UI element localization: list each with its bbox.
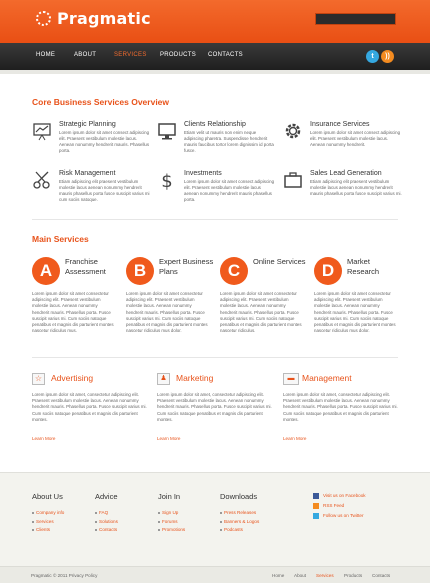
feature-text: Lorem ipsum dolor sit amet, consectetur adipiscing elit. Praesent vestibulum molestie lacus. Aenean nonummy hendrerit mauris. Phasellus porta. Fusce suscipit varius mi. Cum sociis natoque penatibus et magnis dis parturient montes. bbox=[32, 392, 147, 422]
scissors-icon bbox=[32, 170, 52, 190]
main-service-title[interactable]: Market Research bbox=[347, 257, 380, 276]
service-text: Etiam adipiscing elit praesent vestibulum molestie lacus aenean nonummy hendrerit mauris phasellus porta fusce suscipit varius mi. bbox=[310, 179, 402, 196]
letter-badge: A bbox=[32, 257, 60, 285]
footer-link[interactable]: Forums bbox=[158, 518, 185, 527]
learn-more-link[interactable]: Learn More bbox=[32, 436, 56, 441]
nav-about[interactable]: ABOUT bbox=[74, 52, 97, 58]
rss-icon[interactable]: )) bbox=[381, 50, 394, 63]
main-service-title[interactable]: Online Services bbox=[253, 257, 306, 266]
dollar-icon bbox=[157, 170, 177, 190]
footer-link[interactable]: Press Releases bbox=[220, 509, 259, 518]
footer-link[interactable]: Sign Up bbox=[158, 509, 185, 518]
footer-link[interactable]: Promotions bbox=[158, 526, 185, 535]
monitor-icon bbox=[157, 121, 177, 141]
feature-title[interactable]: Marketing bbox=[176, 373, 214, 383]
service-text: Lorem ipsum dolor sit amet consect adipiscing elit. Praesent vestibulum molestie lacus. Aenean nonummy hendrerit mauris. Phasellus porta. bbox=[59, 130, 150, 153]
divider bbox=[32, 357, 398, 358]
nav-contacts[interactable]: CONTACTS bbox=[208, 52, 243, 58]
footer-twitter-link[interactable] bbox=[313, 513, 364, 519]
presentation-icon bbox=[32, 121, 52, 141]
footer-link[interactable]: Solutions bbox=[95, 518, 118, 527]
facebook-icon bbox=[313, 493, 319, 499]
nav-home[interactable]: HOME bbox=[36, 52, 56, 58]
feature-text: Lorem ipsum dolor sit amet, consectetur adipiscing elit. Praesent vestibulum molestie lacus. Aenean nonummy hendrerit mauris. Phasellus porta. Fusce suscipit varius mi. Cum sociis natoque penatibus et magnis dis parturient montes. bbox=[157, 392, 272, 422]
truck-icon: ▬ bbox=[283, 373, 299, 385]
bottom-bar bbox=[0, 566, 430, 583]
main-service-title[interactable]: Franchise Assessment bbox=[65, 257, 106, 276]
footer-link[interactable]: Clients bbox=[32, 526, 64, 535]
main-service-text: Lorem ipsum dolor sit amet consectetur adipiscing elit. Praesent vestibulum molestie lacus. Aenean nonummy hendrerit mauris. Phasellus porta. Fusce suscipit varius mi. Cum sociis natoque penatibus et magnis dis parturient montes nascetur ridiculus mus dolor. bbox=[126, 291, 208, 334]
letter-badge: C bbox=[220, 257, 248, 285]
footer-heading: About Us bbox=[32, 492, 63, 501]
footer-link[interactable]: Banners & Logos bbox=[220, 518, 259, 527]
service-text: Etiam adipiscing elit praesent vestibulum molestie lacus aenean nonummy hendrerit mauris phasellus porta fusce suscipit varius mi cum sociis natoque. bbox=[59, 179, 150, 202]
footer-link[interactable]: Podcasts bbox=[220, 526, 259, 535]
logo[interactable] bbox=[36, 8, 151, 28]
main-service-text: Lorem ipsum dolor sit amet consectetur adipiscing elit. Praesent vestibulum molestie lacus. Aenean nonummy hendrerit mauris. Phasellus porta. Fusce suscipit varius mi. Cum sociis natoque penatibus et magnis dis parturient montes nascetur ridiculus mus. bbox=[32, 291, 114, 334]
svg-text:$: $ bbox=[161, 171, 173, 190]
overview-title: Core Business Services Overview bbox=[32, 97, 170, 107]
footer-heading: Advice bbox=[95, 492, 118, 501]
feature-title[interactable]: Advertising bbox=[51, 373, 94, 383]
main-service-text: Lorem ipsum dolor sit amet consectetur adipiscing elit. Praesent vestibulum molestie lacus. Aenean nonummy hendrerit mauris. Phasellus porta. Fusce suscipit varius mi. Cum sociis natoque penatibus et magnis dis parturient montes nascetur ridiculus. bbox=[220, 291, 302, 334]
bottom-nav-services[interactable]: Services bbox=[316, 573, 334, 578]
footer-link[interactable]: FAQ bbox=[95, 509, 118, 518]
footer-social-label: Visit us on Facebook bbox=[323, 493, 366, 499]
footer-link[interactable]: Contacts bbox=[95, 526, 118, 535]
copyright: Pragmatic © 2011 Privacy Policy bbox=[31, 573, 98, 578]
search-input[interactable] bbox=[315, 13, 396, 25]
service-text: Lorem ipsum dolor sit amet consect adipiscing elit. Praesent vestibulum molestie lacus aenean nonummy hendrerit mauris phasellus porta. bbox=[184, 179, 275, 202]
footer-col-downloads bbox=[220, 492, 259, 535]
logo-mark-icon bbox=[36, 11, 51, 26]
letter-badge: B bbox=[126, 257, 154, 285]
main-service-title[interactable]: Expert Business Plans bbox=[159, 257, 214, 276]
footer-social-label: Follow us on Twitter bbox=[323, 513, 364, 519]
letter-badge: D bbox=[314, 257, 342, 285]
logo-text: Pragmatic bbox=[57, 8, 151, 28]
learn-more-link[interactable]: Learn More bbox=[157, 436, 181, 441]
bottom-nav-about[interactable]: About bbox=[294, 573, 307, 578]
divider bbox=[32, 219, 398, 220]
footer-col-join bbox=[158, 492, 185, 535]
service-title: Investments bbox=[184, 170, 222, 177]
footer-social-label: RSS Feed bbox=[323, 503, 345, 509]
footer-heading: Join In bbox=[158, 492, 181, 501]
gear-icon bbox=[283, 121, 303, 141]
bottom-nav-products[interactable]: Products bbox=[344, 573, 363, 578]
main-services-title: Main Services bbox=[32, 234, 89, 244]
rss-icon bbox=[313, 503, 319, 509]
footer-link[interactable]: Company info bbox=[32, 509, 64, 518]
footer-link[interactable]: Services bbox=[32, 518, 64, 527]
service-title: Clients Relationship bbox=[184, 121, 246, 128]
feature-text: Lorem ipsum dolor sit amet, consectetur adipiscing elit. Praesent vestibulum molestie lacus. Aenean nonummy hendrerit mauris. Phasellus porta. Fusce suscipit varius mi. Cum sociis natoque penatibus et magnis dis parturient montes. bbox=[283, 392, 398, 422]
service-title: Sales Lead Generation bbox=[310, 170, 382, 177]
bottom-nav-home[interactable]: Home bbox=[272, 573, 285, 578]
footer-rss-link[interactable] bbox=[313, 503, 344, 509]
footer-col-about bbox=[32, 492, 64, 535]
bottom-nav-contacts[interactable]: Contacts bbox=[372, 573, 391, 578]
twitter-icon bbox=[313, 513, 319, 519]
service-text: Lorem ipsum dolor sit amet consect adipiscing elit. Praesent vestibulum molestie lacus. Aenean nonummy hendrerit. bbox=[310, 130, 401, 147]
main-service-text: Lorem ipsum dolor sit amet consectetur adipiscing elit. Praesent vestibulum molestie lacus. Aenean nonummy hendrerit mauris. Phasellus porta. Fusce suscipit varius mi. Cum sociis natoque penatibus et magnis dis parturient montes nascetur ridiculus mus dolor. bbox=[314, 291, 396, 334]
learn-more-link[interactable]: Learn More bbox=[283, 436, 307, 441]
footer-heading: Downloads bbox=[220, 492, 258, 501]
star-icon: ☆ bbox=[32, 373, 45, 385]
twitter-icon[interactable]: t bbox=[366, 50, 379, 63]
service-title: Insurance Services bbox=[310, 121, 370, 128]
footer bbox=[0, 472, 430, 566]
footer-col-advice bbox=[95, 492, 118, 535]
nav-products[interactable]: PRODUCTS bbox=[160, 52, 197, 58]
briefcase-icon bbox=[283, 170, 303, 190]
nav-services[interactable]: SERVICES bbox=[114, 52, 147, 58]
feature-title[interactable]: Management bbox=[302, 373, 352, 383]
person-icon: ♟ bbox=[157, 373, 170, 385]
service-title: Strategic Planning bbox=[59, 121, 116, 128]
footer-facebook-link[interactable] bbox=[313, 493, 366, 499]
header bbox=[0, 0, 430, 43]
nav-shadow bbox=[0, 70, 430, 74]
service-text: Etiam velit ut mauris non enim neque adipiscing pharetra. Suspendisse hendrerit mauris faucibus tortor lorem dignissim id porta fusce. bbox=[184, 130, 274, 153]
service-title: Risk Management bbox=[59, 170, 116, 177]
